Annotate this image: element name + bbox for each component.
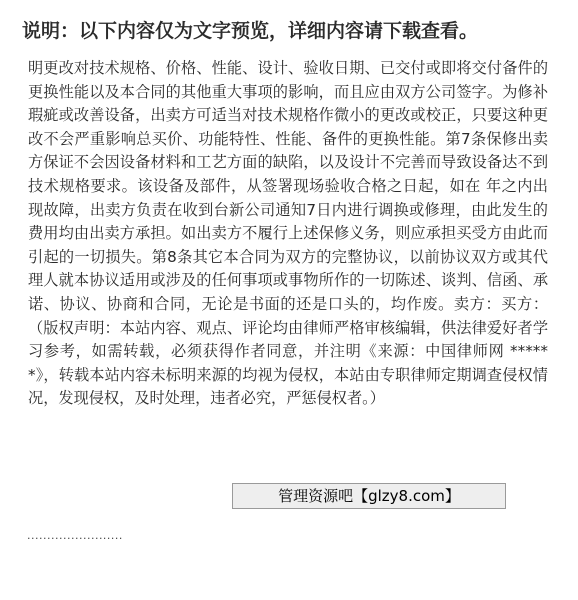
document-body-text: 明更改对技术规格、价格、性能、设计、验收日期、已交付或即将交付备件的更换性能以及本合同的其他重大事项的影响，而且应由双方公司签字。为修补瑕疵或改善设备，出卖方可适当对技术规格作微小的更改或校正，只要这种更改不会严重影响总买价、功能特性、性能、备件的更换性能。第7条保修出卖方保证不会因设备材料和工艺方面的缺陷，以及设计不完善而导致设备达不到技术规格要求。该设备及部件，从签署现场验收合格之日起，如在 年之内出现故障，出卖方负责在收到台新公司通知7日内进行调换或修理，由此发生的费用均由出卖方承担。如出卖方不履行上述保修义务，则应承担买受方由此而引起的一切损失。第8条其它本合同为双方的完整协议，以前协议双方或其代理人就本协议适用或涉及的任何事项或事物所作的一切陈述、谈判、信函、承诺、协议、协商和合同，无论是书面的还是口头的，均作废。卖方：买方：（版权声明：本站内容、观点、评论均由律师严格审核编辑，供法律爱好者学习参考，如需转载，必须获得作者同意，并注明《来源：中国律师网 ******》，转载本站内容未标明来源的均视为侵权，本站由专职律师定期调查侵权情况，发现侵权，及时处理，违者必究，严惩侵权者。） bbox=[28, 59, 548, 408]
preview-notice-heading: 说明：以下内容仅为文字预览，详细内容请下载查看。 bbox=[22, 20, 479, 42]
watermark-banner: 管理资源吧【glzy8.com】 bbox=[232, 483, 506, 509]
truncation-dots: ························ bbox=[27, 532, 123, 545]
